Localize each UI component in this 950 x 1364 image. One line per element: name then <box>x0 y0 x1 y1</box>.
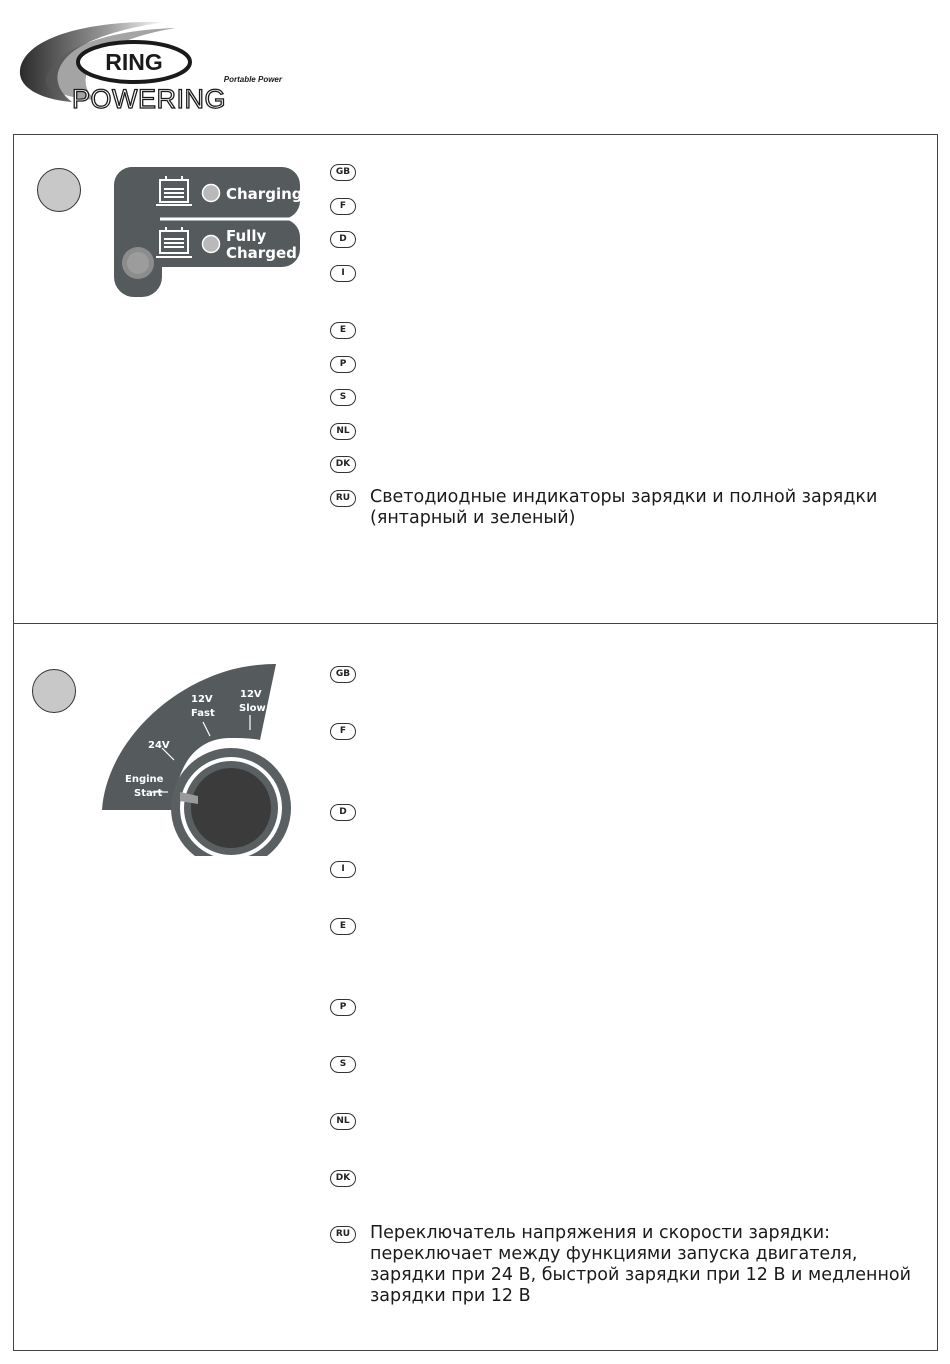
lang-badge-d: D <box>330 804 356 821</box>
lang-badge-gb: GB <box>330 666 356 683</box>
lang-badge-e: E <box>330 918 356 935</box>
lang-badge-ru: RU <box>330 490 356 507</box>
lang-row-nl <box>330 423 920 440</box>
lang-badge-dk: DK <box>330 1170 356 1187</box>
lang-row-d <box>330 231 920 248</box>
lang-row-d <box>330 804 920 821</box>
lang-badge-p: P <box>330 356 356 373</box>
label-12v-slow-2: Slow <box>239 703 266 714</box>
section-voltage-switch <box>13 623 938 1351</box>
lang-row-f <box>330 723 920 740</box>
lang-badge-i: I <box>330 861 356 878</box>
label-12v-fast-2: Fast <box>191 708 215 719</box>
ring-powering-logo <box>16 18 296 114</box>
lang-badge-f: F <box>330 723 356 740</box>
lang-badge-s: S <box>330 1056 356 1073</box>
lang-row-e <box>330 918 920 935</box>
lang-row-p <box>330 356 920 373</box>
label-12v-slow-1: 12V <box>240 689 262 700</box>
lang-badge-d: D <box>330 231 356 248</box>
lang-row-ru <box>330 1223 920 1307</box>
lang-row-gb <box>330 164 920 181</box>
lang-row-nl <box>330 1113 920 1130</box>
lang-badge-p: P <box>330 999 356 1016</box>
lang-row-gb <box>330 666 920 683</box>
lang-row-ru <box>330 487 920 529</box>
fully-charged-led <box>203 236 220 253</box>
step-marker-2 <box>32 669 76 713</box>
fully-label: Fully <box>226 227 267 245</box>
charged-label: Charged <box>226 244 297 262</box>
label-engine: Engine <box>125 774 164 785</box>
lang-badge-e: E <box>330 322 356 339</box>
lang-badge-nl: NL <box>330 423 356 440</box>
lang-badge-ru: RU <box>330 1226 356 1243</box>
lang-row-e <box>330 322 920 339</box>
lang-badge-i: I <box>330 265 356 282</box>
step-marker-1 <box>37 168 81 212</box>
lang-row-dk <box>330 1170 920 1187</box>
led-panel-illustration <box>112 165 306 299</box>
lang-row-dk <box>330 456 920 473</box>
logo-wordmark: POWERING <box>72 84 227 114</box>
lang-badge-dk: DK <box>330 456 356 473</box>
charging-led <box>203 185 220 202</box>
lang-row-f <box>330 198 920 215</box>
voltage-switch-illustration <box>100 660 300 856</box>
lang-badge-s: S <box>330 389 356 406</box>
label-start: Start <box>134 788 163 799</box>
lang-row-i <box>330 265 920 282</box>
label-12v-fast-1: 12V <box>191 694 213 705</box>
logo-tagline: Portable Power <box>223 75 282 84</box>
lang-badge-f: F <box>330 198 356 215</box>
charging-label: Charging <box>226 185 303 203</box>
lang-row-s <box>330 389 920 406</box>
lang-row-p <box>330 999 920 1016</box>
lang-text-ru: Переключатель напряжения и скорости зарядки: переключает между функциями запуска двигателя, зарядки при 24 В, быстрой зарядки при 12 В и медленной зарядки при 12 В <box>370 1223 911 1306</box>
lang-row-i <box>330 861 920 878</box>
dial-knob[interactable] <box>191 768 271 848</box>
lang-text-ru: Светодиодные индикаторы зарядки и полной зарядки (янтарный и зеленый) <box>370 487 878 528</box>
lang-badge-gb: GB <box>330 164 356 181</box>
lang-badge-nl: NL <box>330 1113 356 1130</box>
logo-ring-text: RING <box>105 49 163 75</box>
section-led-indicators <box>13 134 938 624</box>
lang-row-s <box>330 1056 920 1073</box>
label-24v: 24V <box>148 740 170 751</box>
